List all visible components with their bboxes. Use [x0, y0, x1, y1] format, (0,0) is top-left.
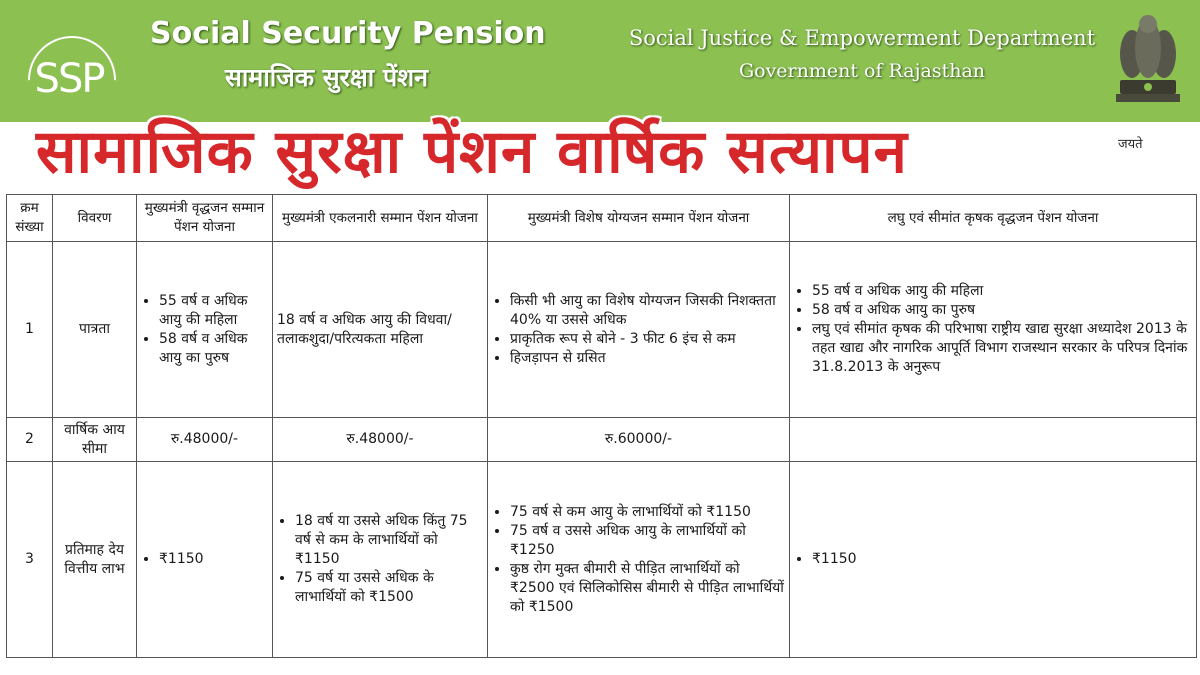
cell-krishak — [790, 462, 1197, 658]
list-item: • हिजड़ापन से ग्रसित — [510, 349, 785, 368]
cell-yogyajan: रु.60000/- — [488, 418, 790, 462]
list-item: • 58 वर्ष व अधिक आयु का पुरुष — [159, 330, 268, 368]
cell-krishak — [790, 242, 1197, 418]
bullet-list — [141, 292, 268, 368]
list-item: • 18 वर्ष या उससे अधिक किंतु 75 वर्ष से कम के लाभार्थियों को ₹1150 — [295, 512, 483, 569]
header-banner — [0, 0, 1200, 122]
list-item: • किसी भी आयु का विशेष योग्यजन जिसकी निशक्तता 40% या उससे अधिक — [510, 292, 785, 330]
department-name: Social Justice & Empowerment Department — [628, 26, 1096, 50]
brand-name-hindi: सामाजिक सुरक्षा पेंशन — [225, 63, 429, 92]
cell-krishak — [790, 418, 1197, 462]
row-sno: 1 — [7, 242, 53, 418]
table-row — [7, 462, 1197, 658]
logo-text: SSP — [34, 56, 104, 102]
government-name: Government of Rajasthan — [738, 60, 986, 82]
page-title: सामाजिक सुरक्षा पेंशन वार्षिक सत्यापन — [36, 117, 908, 187]
bullet-list — [794, 282, 1192, 377]
list-item: • 75 वर्ष से कम आयु के लाभार्थियों को ₹1150 — [510, 503, 785, 522]
col-header-krishak: लघु एवं सीमांत कृषक वृद्धजन पेंशन योजना — [790, 195, 1197, 242]
cell-vriddhajan — [137, 462, 273, 658]
cell-ekalnari — [273, 462, 488, 658]
ashoka-emblem-icon — [1112, 8, 1184, 118]
list-item: • कुष्ठ रोग मुक्त बीमारी से पीड़ित लाभार्थियों को ₹2500 एवं सिलिकोसिस बीमारी से पीड़ित लाभार्थियों को ₹1500 — [510, 560, 785, 617]
cell-yogyajan — [488, 462, 790, 658]
cell-vriddhajan: रु.48000/- — [137, 418, 273, 462]
row-label: पात्रता — [53, 242, 137, 418]
cell-ekalnari: 18 वर्ष व अधिक आयु की विधवा/तलाकशुदा/परित्यकता महिला — [273, 242, 488, 418]
bullet-list — [277, 512, 483, 607]
row-sno: 2 — [7, 418, 53, 462]
cell-yogyajan — [488, 242, 790, 418]
list-item: • प्राकृतिक रूप से बोने - 3 फीट 6 इंच से कम — [510, 330, 785, 349]
bullet-list — [492, 292, 785, 368]
table-header-row — [7, 195, 1197, 242]
list-item: • 55 वर्ष व अधिक आयु की महिला — [159, 292, 268, 330]
col-header-yogyajan: मुख्यमंत्री विशेष योग्यजन सम्मान पेंशन योजना — [488, 195, 790, 242]
bullet-list — [492, 503, 785, 617]
cell-ekalnari: रु.48000/- — [273, 418, 488, 462]
bullet-list — [141, 550, 268, 569]
bullet-list — [794, 550, 1192, 569]
emblem-motto: जयते — [1118, 137, 1143, 152]
table-row — [7, 242, 1197, 418]
cell-vriddhajan — [137, 242, 273, 418]
col-header-ekalnari: मुख्यमंत्री एकलनारी सम्मान पेंशन योजना — [273, 195, 488, 242]
pension-table — [6, 194, 1197, 658]
table-row — [7, 418, 1197, 462]
row-label: प्रतिमाह देय वित्तीय लाभ — [53, 462, 137, 658]
col-header-sno: क्रम संख्या — [7, 195, 53, 242]
list-item: • ₹1150 — [812, 550, 1192, 569]
list-item: • 58 वर्ष व अधिक आयु का पुरुष — [812, 301, 1192, 320]
col-header-vriddhajan: मुख्यमंत्री वृद्धजन सम्मान पेंशन योजना — [137, 195, 273, 242]
list-item: • लघु एवं सीमांत कृषक की परिभाषा राष्ट्रीय खाद्य सुरक्षा अध्यादेश 2013 के तहत खाद्य और नागरिक आपूर्ति विभाग राजस्थान सरकार के परिपत्र दिनांक 31.8.2013 के अनुरूप — [812, 320, 1192, 377]
list-item: • ₹1150 — [159, 550, 268, 569]
col-header-description: विवरण — [53, 195, 137, 242]
list-item: • 55 वर्ष व अधिक आयु की महिला — [812, 282, 1192, 301]
list-item: • 75 वर्ष या उससे अधिक के लाभार्थियों को ₹1500 — [295, 569, 483, 607]
row-label: वार्षिक आय सीमा — [53, 418, 137, 462]
brand-name-english: Social Security Pension — [150, 16, 546, 51]
row-sno: 3 — [7, 462, 53, 658]
list-item: • 75 वर्ष व उससे अधिक आयु के लाभार्थियों को ₹1250 — [510, 522, 785, 560]
